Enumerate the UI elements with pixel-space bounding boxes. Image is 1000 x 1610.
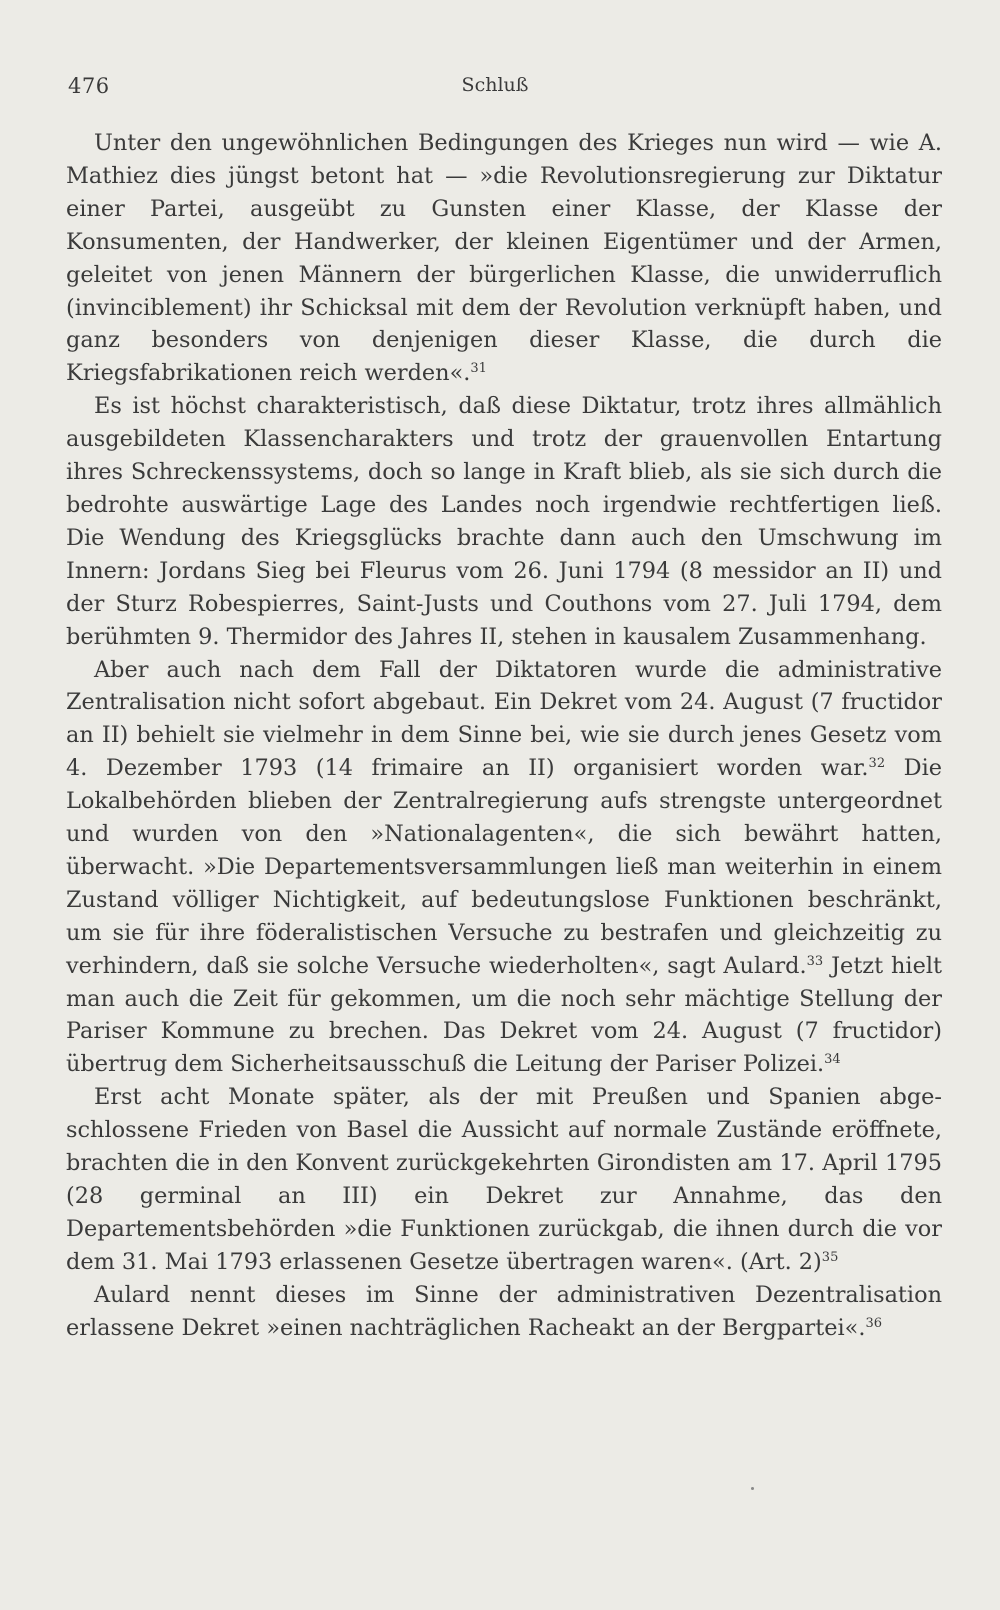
- paragraph-text: Es ist höchst charakteristisch, daß diese Diktatur, trotz ihres allmählich ausgebildeten Klassencharakters und trotz der grauenvollen Entartung ihres Schreckenssystems, doch so lange in Kraft blieb, als sie sich durch die bedrohte auswärtige Lage des Landes noch irgendwie rechtfertigen ließ. Die Wendung des Kriegsglücks brachte dann auch den Umschwung im Innern: Jordans Sieg bei Fleurus vom 26. Juni 1794 (8 messidor an II) und der Sturz Robespierres, Saint-Justs und Couthons vom 27. Juli 1794, dem berühmten 9. Thermidor des Jahres II, stehen in kausalem Zusammenhang.: [66, 393, 942, 650]
- paragraph: [66, 1081, 942, 1278]
- running-head: Schluß: [461, 74, 529, 96]
- body-text: [66, 127, 942, 1345]
- footnote-ref: 34: [824, 1052, 841, 1068]
- footnote-ref: 33: [806, 953, 824, 969]
- page-header: [68, 74, 922, 104]
- paragraph: [66, 127, 942, 390]
- footnote-ref: 35: [821, 1249, 839, 1265]
- paragraph-text: Aber auch nach dem Fall der Diktatoren wurde die administrative Zentralisation nicht sofort abgebaut. Ein Dekret vom 24. August (7 fructidor an II) behielt sie vielmehr in dem Sinne bei, wie sie durch jenes Gesetz vom 4. Dezember 1793 (14 frimaire an II) organisiert worden war.: [66, 656, 942, 782]
- page-number: 476: [68, 74, 110, 98]
- paragraph-text: Aulard nennt dieses im Sinne der administrativen Dezentralisation erlassene Dekret »einen nachträglichen Racheakt an der Bergpartei«.: [66, 1281, 942, 1341]
- footnote-ref: 32: [868, 756, 886, 772]
- ink-speck: [751, 1487, 754, 1490]
- footnote-ref: 36: [865, 1315, 882, 1331]
- paragraph-text: Erst acht Monate später, als der mit Preußen und Spanien abgeschlossene Frieden von Basel die Aussicht auf normale Zustände eröffnete, brachten die in den Konvent zurückgekehrten Girondisten am 17. April 1795 (28 germinal an III) ein Dekret zur Annahme, das den Departementsbehörden »die Funktionen zurückgab, die ihnen durch die vor dem 31. Mai 1793 erlassenen Gesetze übertragen waren«. (Art. 2): [66, 1084, 942, 1275]
- paragraph-text: Die Lokalbehörden blieben der Zentralregierung aufs strengste untergeordnet und wurden von den »Nationalagenten«, die sich bewährt hatten, überwacht. »Die Departementsversammlungen ließ man weiterhin in einem Zustand völliger Nichtigkeit, auf bedeutungslose Funktionen beschränkt, um sie für ihre föderalistischen Versuche zu bestrafen und gleichzeitig zu verhindern, daß sie solche Versuche wiederholten«, sagt Aulard.: [66, 755, 942, 979]
- paragraph-text: Jetzt hielt man auch die Zeit für gekommen, um die noch sehr mächtige Stellung der Pariser Kommune zu brechen. Das Dekret vom 24. August (7 fructidor) übertrug dem Sicherheitsausschuß die Leitung der Pariser Polizei.: [66, 952, 942, 1078]
- paragraph: [66, 390, 942, 653]
- paragraph-text: Unter den ungewöhnlichen Bedingungen des Krieges nun wird — wie A. Mathiez dies jüngst betont hat — »die Revolutionsregierung zur Diktatur einer Partei, ausgeübt zu Gunsten einer Klasse, der Klasse der Konsumenten, der Handwerker, der kleinen Eigentümer und der Armen, geleitet von jenen Männern der bürgerlichen Klasse, die unwiderruflich (invinciblement) ihr Schicksal mit dem der Revolution verknüpft haben, und ganz besonders von denjenigen dieser Klasse, die durch die Kriegsfabrikationen reich werden«.: [66, 130, 942, 387]
- paragraph: [66, 1279, 942, 1345]
- footnote-ref: 31: [470, 361, 487, 377]
- paragraph: [66, 654, 942, 1082]
